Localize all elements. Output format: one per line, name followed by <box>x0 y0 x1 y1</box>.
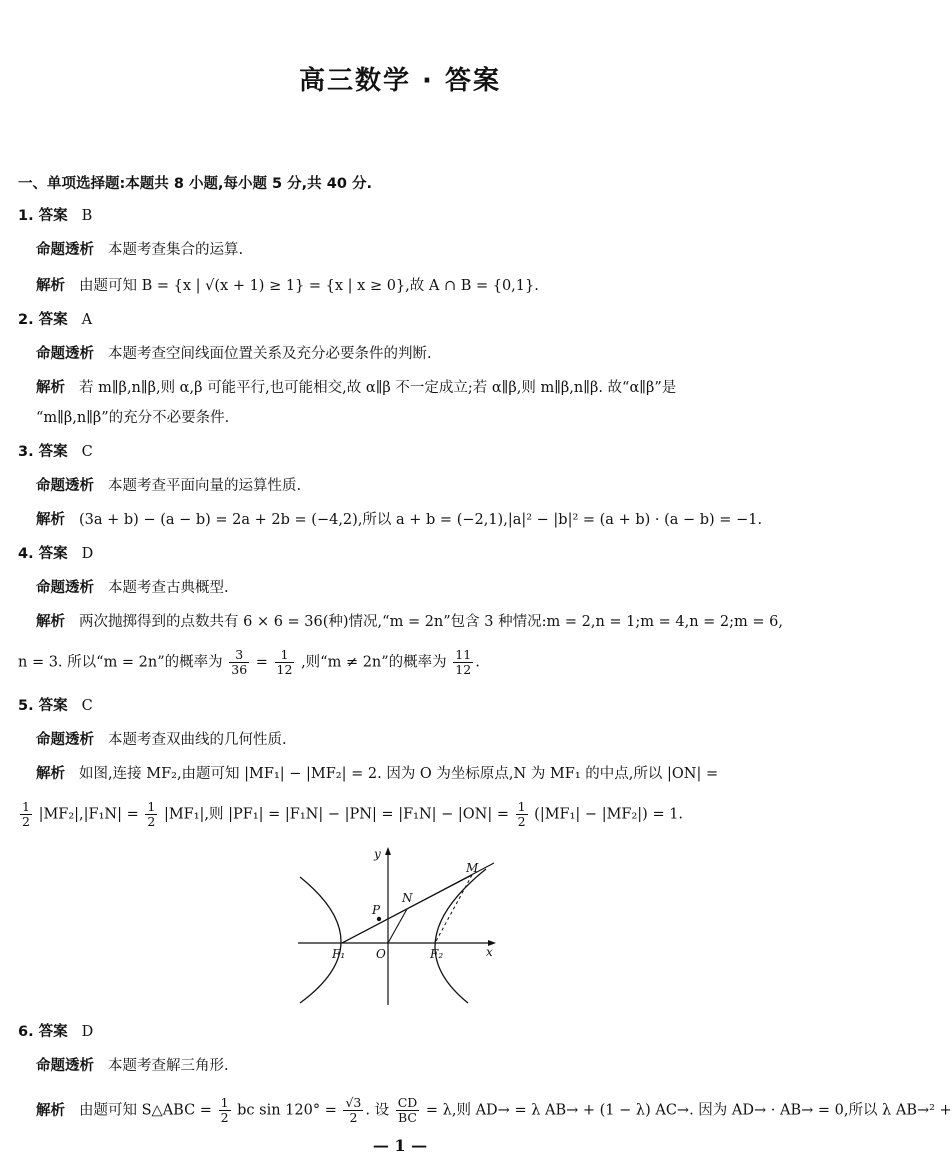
fraction-denominator: 2 <box>517 814 526 829</box>
fraction-denominator: 2 <box>220 1110 229 1125</box>
q1-answer <box>18 206 788 226</box>
fraction-denominator: 2 <box>349 1110 358 1125</box>
fraction-denominator: 2 <box>147 814 156 829</box>
q2-solution <box>36 378 788 398</box>
fraction-11-12 <box>453 648 473 677</box>
q4-answer-label: 4. 答案 <box>18 546 68 562</box>
q2-answer-label: 2. 答案 <box>18 312 68 328</box>
fraction-denominator: 12 <box>276 662 293 677</box>
q1-topic-label: 命题透析 <box>36 242 94 258</box>
q5-answer-value: C <box>81 698 93 714</box>
q2-solution-text-1: 若 m∥β,n∥β,则 α,β 可能平行,也可能相交,故 α∥β 不一定成立;若 α∥β,则 m∥β,n∥β. 故“α∥β”是 <box>79 380 677 396</box>
q6-topic-label: 命题透析 <box>36 1058 94 1074</box>
label-m: M <box>466 861 479 875</box>
label-y: y <box>374 847 381 861</box>
q1-solution-label: 解析 <box>36 278 65 294</box>
q5-answer <box>18 696 788 716</box>
q3-topic <box>36 476 788 496</box>
label-p: P <box>372 903 381 917</box>
q2-solution-cont: “m∥β,n∥β”的充分不必要条件. <box>36 410 230 426</box>
q5-text-c: (|MF₁| − |MF₂|) = 1. <box>534 806 684 823</box>
fraction-cd-bc <box>396 1096 420 1125</box>
fraction-one-half <box>145 800 157 829</box>
q2-topic-label: 命题透析 <box>36 346 94 362</box>
q6-topic-text: 本题考查解三角形. <box>108 1058 229 1074</box>
q2-answer <box>18 310 788 330</box>
fraction-numerator: 1 <box>517 799 526 814</box>
hyperbola-left-branch <box>300 877 341 1003</box>
q2-solution-label: 解析 <box>36 380 65 396</box>
fraction-3-36 <box>229 648 249 677</box>
fraction-numerator: 1 <box>275 648 295 663</box>
fraction-1-12 <box>275 648 295 677</box>
q1-solution-text: 由题可知 B = {x | √(x + 1) ≥ 1} = {x | x ≥ 0},故 A ∩ B = {0,1}. <box>79 278 539 294</box>
q5-solution-cont <box>18 800 788 829</box>
label-f1: F₁ <box>332 947 346 961</box>
q6-text-c: . 设 <box>365 1102 390 1119</box>
label-n: N <box>402 891 413 905</box>
fraction-numerator: 11 <box>455 647 472 662</box>
fraction-denominator: BC <box>398 1110 417 1125</box>
q4-text-a: n = 3. 所以“m = 2n”的概率为 <box>18 654 223 671</box>
q5-topic-text: 本题考查双曲线的几何性质. <box>108 732 287 748</box>
q4-topic <box>36 578 788 598</box>
q6-text-b: bc sin 120° = <box>237 1102 337 1119</box>
q3-answer-value: C <box>81 444 93 460</box>
q3-topic-label: 命题透析 <box>36 478 94 494</box>
fraction-one-half <box>516 800 528 829</box>
q5-answer-label: 5. 答案 <box>18 698 68 714</box>
q1-solution <box>36 276 788 296</box>
q1-answer-value: B <box>81 208 93 224</box>
page-number: — 1 — <box>372 1136 428 1155</box>
fraction-numerator: √3 <box>345 1095 362 1110</box>
q2-topic-text: 本题考查空间线面位置关系及充分必要条件的判断. <box>108 346 432 362</box>
q3-solution <box>36 510 788 530</box>
label-x: x <box>486 945 493 959</box>
q1-answer-label: 1. 答案 <box>18 208 68 224</box>
q5-topic <box>36 730 788 750</box>
q6-text-d: = λ,则 AD→ = λ AB→ + (1 − λ) AC→. 因为 AD→ · AB→ = 0,所以 λ AB→² + <box>425 1102 952 1119</box>
q4-text-c: . <box>475 654 480 671</box>
q4-solution-label: 解析 <box>36 614 65 630</box>
q6-solution <box>36 1095 952 1125</box>
q1-topic-text: 本题考查集合的运算. <box>108 242 244 258</box>
label-f2: F₂ <box>430 947 444 961</box>
fraction-numerator: 1 <box>220 1095 229 1110</box>
q4-answer-value: D <box>81 546 94 562</box>
q6-topic <box>36 1056 788 1076</box>
q4-topic-text: 本题考查古典概型. <box>108 580 229 596</box>
fraction-denominator: 36 <box>231 662 248 677</box>
fraction-numerator: 3 <box>229 648 249 663</box>
fraction-one-half <box>20 800 32 829</box>
q5-text-b: |MF₁|,则 |PF₁| = |F₁N| − |PN| = |F₁N| − |ON| = <box>163 806 509 823</box>
hyperbola-figure <box>290 843 510 1008</box>
q4-answer <box>18 544 788 564</box>
q6-answer-label: 6. 答案 <box>18 1024 68 1040</box>
fraction-one-half <box>219 1096 231 1125</box>
fraction-numerator: 1 <box>147 799 156 814</box>
q5-text-a: |MF₂|,|F₁N| = <box>38 806 139 823</box>
q4-solution <box>36 612 788 632</box>
q1-topic <box>36 240 788 260</box>
section-heading: 一、单项选择题:本题共 8 小题,每小题 5 分,共 40 分. <box>18 176 372 192</box>
q3-solution-label: 解析 <box>36 512 65 528</box>
equals-sign: = <box>255 654 268 671</box>
fraction-denominator: 2 <box>22 814 30 829</box>
q6-text-a: 由题可知 S△ABC = <box>79 1102 212 1119</box>
fraction-sqrt3-half <box>343 1096 363 1125</box>
q3-answer <box>18 442 788 462</box>
q3-solution-text: (3a + b) − (a − b) = 2a + 2b = (−4,2),所以 a + b = (−2,1),|a|² − |b|² = (a + b) · (a − b) = −1. <box>79 512 763 528</box>
fraction-numerator: CD <box>397 1095 418 1110</box>
q5-topic-label: 命题透析 <box>36 732 94 748</box>
y-axis-arrow <box>385 847 391 855</box>
line-through-f1 <box>342 863 494 943</box>
q5-solution-label: 解析 <box>36 766 65 782</box>
label-o: O <box>376 947 386 961</box>
q4-text-b: ,则“m ≠ 2n”的概率为 <box>301 654 447 671</box>
q6-answer <box>18 1022 788 1042</box>
q6-solution-label: 解析 <box>36 1102 65 1119</box>
q3-topic-text: 本题考查平面向量的运算性质. <box>108 478 302 494</box>
fraction-numerator: 1 <box>22 799 30 814</box>
page-title: 高三数学 · 答案 <box>299 66 501 96</box>
q6-answer-value: D <box>81 1024 94 1040</box>
q5-solution-text-1: 如图,连接 MF₂,由题可知 |MF₁| − |MF₂| = 2. 因为 O 为坐标原点,N 为 MF₁ 的中点,所以 |ON| = <box>79 766 719 782</box>
q4-solution-cont <box>18 648 788 677</box>
q2-topic <box>36 344 788 364</box>
q2-answer-value: A <box>81 312 93 328</box>
q5-solution <box>36 764 788 784</box>
hyperbola-right-branch <box>435 869 486 1003</box>
q4-solution-text-1: 两次抛掷得到的点数共有 6 × 6 = 36(种)情况,“m = 2n”包含 3 种情况:m = 2,n = 1;m = 4,n = 2;m = 6, <box>79 614 783 630</box>
fraction-denominator: 12 <box>455 662 472 677</box>
q3-answer-label: 3. 答案 <box>18 444 68 460</box>
point-p <box>377 917 381 921</box>
q4-topic-label: 命题透析 <box>36 580 94 596</box>
